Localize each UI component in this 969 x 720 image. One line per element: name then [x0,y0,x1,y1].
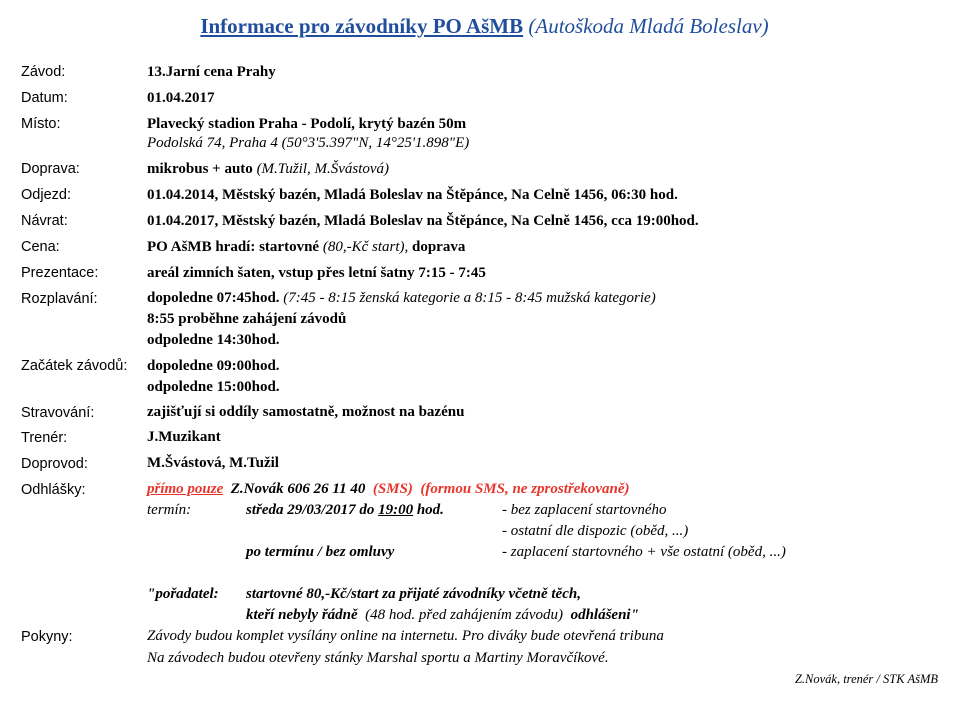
label-zavod: Závod: [21,64,66,80]
odhlasky-sms: (SMS) [372,481,413,497]
odhlasky-bullet-2: - ostatní dle dispozic (oběd, ...) [502,523,689,539]
label-odhlasky: Odhlášky: [21,482,86,498]
label-trener: Trenér: [21,430,68,446]
label-zacatek: Začátek závodů: [21,358,128,374]
value-trener: J.Muzikant [147,429,221,445]
value-zavod: 13.Jarní cena Prahy [147,64,276,80]
poradatel-line2 [246,607,639,624]
value-prezentace: areál zimních šaten, vstup přes letní šatny 7:15 - 7:45 [147,265,486,281]
odhlasky-contact: Z.Novák 606 26 11 40 [230,481,366,497]
value-odjezd: 01.04.2014, Městský bazén, Mladá Boleslav na Štěpánce, Na Celně 1456, 06:30 hod. [147,187,678,203]
rozplavani-line2: 8:55 proběhne zahájení závodů [147,311,347,327]
value-navrat: 01.04.2017, Městský bazén, Mladá Boleslav na Štěpánce, Na Celně 1456, cca 19:00hod. [147,213,699,229]
value-rozplavani [147,290,656,307]
poradatel-2c: odhlášeni" [570,607,639,623]
cena-note: (80,-Kč start), [322,239,409,255]
signature: Z.Novák, trenér / STK AšMB [794,672,938,686]
odhlasky-bullet-3: - zaplacení startovného + vše ostatní (oběd, ...) [502,544,786,560]
label-datum: Datum: [21,90,68,106]
odhlasky-po-terminu: po termínu / bez omluvy [246,544,395,560]
value-datum: 01.04.2017 [147,90,215,106]
pokyny-line2: Na závodech budou otevřeny stánky Marshal sportu a Martiny Moravčíkové. [147,650,609,666]
value-misto: Plavecký stadion Praha - Podolí, krytý bazén 50m [147,116,467,132]
label-doprava: Doprava: [21,161,80,177]
doprava-note: (M.Tužil, M.Švástová) [256,161,390,177]
poradatel-line1: startovné 80,-Kč/start za přijaté závodníky včetně těch, [246,586,581,602]
value-doprava [147,161,389,178]
doprava-main: mikrobus + auto [147,161,253,177]
value-stravovani: zajišťují si oddíly samostatně, možnost na bazénu [147,404,465,420]
odhlasky-bullet-1: - bez zaplacení startovného [502,502,667,518]
label-stravovani: Stravování: [21,405,95,421]
termin-hod: hod. [416,502,444,518]
zacatek-line1: dopoledne 09:00hod. [147,358,280,374]
value-cena [147,239,465,256]
cena-main: PO AšMB hradí: startovné [147,239,320,255]
termin-time: 19:00 [378,502,414,518]
title-sub: (Autoškoda Mladá Boleslav) [528,14,769,38]
odhlasky-contact-line [147,481,630,498]
odhlasky-termin-label: termín: [147,502,192,518]
pokyny-line1: Závody budou komplet vysílány online na internetu. Pro diváky bude otevřená tribuna [147,628,664,644]
odhlasky-termin [246,502,444,519]
label-rozplavani: Rozplavání: [21,291,98,307]
poradatel-2a: kteří nebyly řádně [246,607,358,623]
poradatel-label: "pořadatel: [147,586,219,602]
termin-date: středa 29/03/2017 do [246,502,375,518]
value-misto-address: Podolská 74, Praha 4 (50°3'5.397"N, 14°25'1.898"E) [147,135,470,151]
label-pokyny: Pokyny: [21,629,73,645]
rozplavani-line3: odpoledne 14:30hod. [147,332,280,348]
label-misto: Místo: [21,116,61,132]
poradatel-2b: (48 hod. před zahájením závodu) [365,607,564,623]
label-odjezd: Odjezd: [21,187,71,203]
page-title [0,14,969,39]
zacatek-line2: odpoledne 15:00hod. [147,379,280,395]
odhlasky-sms-note: (formou SMS, ne zprostřekovaně) [420,481,630,497]
value-doprovod: M.Švástová, M.Tužil [147,455,279,471]
rozplavani-main: dopoledne 07:45hod. [147,290,280,306]
title-main: Informace pro závodníky PO AšMB [200,14,524,38]
label-cena: Cena: [21,239,60,255]
cena-doprava: doprava [412,239,466,255]
label-prezentace: Prezentace: [21,265,99,281]
odhlasky-primo: přímo pouze [147,481,224,497]
rozplavani-note: (7:45 - 8:15 ženská kategorie a 8:15 - 8:45 mužská kategorie) [283,290,656,306]
label-navrat: Návrat: [21,213,68,229]
label-doprovod: Doprovod: [21,456,88,472]
